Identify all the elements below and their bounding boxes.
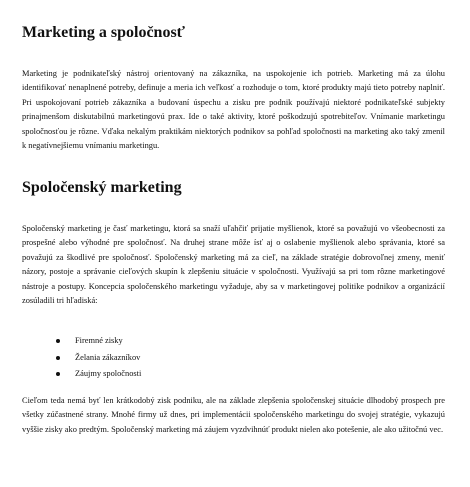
paragraph-spolocensky-goal: Cieľom teda nemá byť len krátkodobý zisk podniku, ale na základe zlepšenia spoločenskej situácie dlhodobý prospech pre všetky zúčastnené strany. Mnohé firmy už dnes, pri implementácii spoločenského marketingu do svojej stratégie, vykazujú vyššie zisky ako predtým. Spoločenský marketing má záujem vyzdvihnúť produkt nielen ako potešenie, ale ako užitočnú vec.: [22, 396, 445, 434]
paragraph-marketing-intro: Marketing je podnikateľský nástroj orientovaný na zákazníka, na uspokojenie ich potrieb. Marketing má za úlohu identifikovať nenaplnené potreby, definuje a meria ich veľkosť a rozhoduje o tom, ktoré produkty majú tieto potreby naplniť. Pri uspokojovaní potrieb zákazníka a budovaní úspechu a zisku pre podnik používajú niektoré podnikateľské subjekty prinajmenšom diskutabilnú marketingovú prax. Ide o také aktivity, ktoré poškodzujú spotrebiteľov. Vnímanie marketingu spoločnosťou je rôzne. Vďaka nekalým praktikám niektorých podnikov sa pohľad spoločnosti na marketing ako taký zmenil k negatívnejšiemu vnímaniu marketingu.: [22, 69, 445, 151]
bullet-list-perspectives: [56, 333, 141, 383]
list-item-label: Firemné zisky: [75, 336, 123, 345]
bullet-icon: [56, 339, 60, 343]
section-heading-marketing-a-spolocnost: Marketing a spoločnosť: [22, 24, 186, 41]
section-heading-spolocensky-marketing: Spoločenský marketing: [22, 179, 182, 196]
list-item: [56, 350, 141, 367]
bullet-icon: [56, 372, 60, 376]
bullet-icon: [56, 356, 60, 360]
list-item-label: Záujmy spoločnosti: [75, 369, 142, 378]
list-item: [56, 366, 141, 383]
list-item-label: Želania zákazníkov: [75, 352, 141, 362]
list-item: [56, 333, 141, 350]
paragraph-spolocensky-definition: Spoločenský marketing je časť marketingu, ktorá sa snaží uľahčiť prijatie myšlienok, ktoré sa považujú vo všeobecnosti za prospešné alebo výhodné pre spoločnosť. Na druhej strane môže ísť aj o oslabenie myšlienok alebo správania, ktoré sa považujú za škodlivé pre spoločnosť. Spoločenský marketing má za cieľ, na základe stratégie dobrovoľnej zmeny, meniť názory, postoje a správanie cieľových skupín k zlepšeniu situácie v spoločnosti. Využívajú sa pri tom rôzne marketingové nástroje a postupy. Koncepcia spoločenského marketingu vyžaduje, aby sa v marketingovej politike podnikov a organizácií zosúladili tri hľadiská:: [22, 224, 445, 306]
